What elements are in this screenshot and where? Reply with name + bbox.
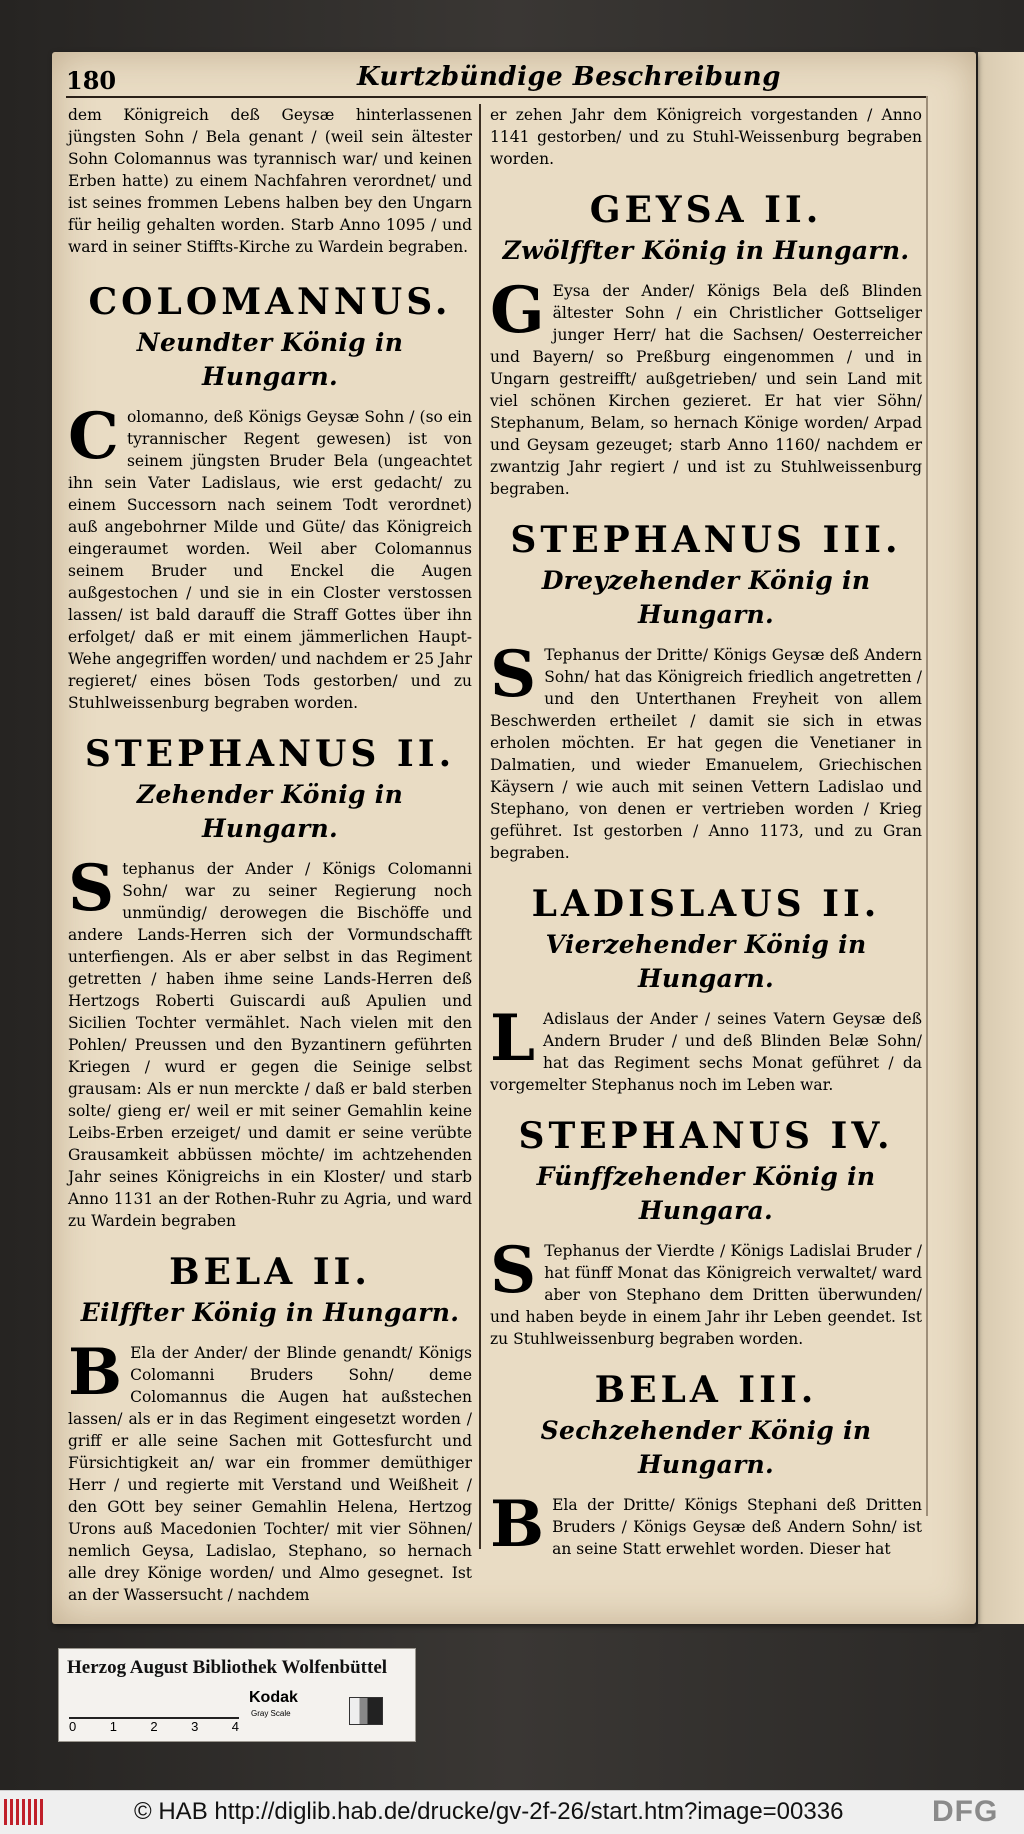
section-text-bela-3 (490, 1487, 922, 1562)
section-text-stephanus-4 (490, 1233, 922, 1350)
scale-ticks (69, 1719, 239, 1734)
section-body: Tephanus der Dritte/ Königs Geysæ deß Andern Sohn/ hat das Königreich friedlich angetretten / und den Unterthanen Freyheit von allem Beschwerden ertheilet / damit sie sich in etwas erholen möchten. Er hat gegen die Venetianer in Dalmatien, und wieder Emanuelem, Griechischen Käysern / wie auch mit seinen Vettern Ladislao und Stephano, von denen er vertrieben worden / Krieg geführet. Ist gestorben / Anno 1173, und zu Gran begraben. (490, 646, 922, 862)
drop-cap: C (68, 399, 119, 474)
section-body: Ela der Ander/ der Blinde genandt/ Königs Colomanni Bruders Sohn/ deme Colomannus die Augen hat außstechen lassen/ als er in das Regiment eingesetzt worden / griff er alle seine Sachen mit Gottesfurcht und Fürsichtigkeit an/ war ein frommer demüthiger Herr / und regierte mit Verstand und Weißheit / den GOtt bey seiner Gemahlin Helena, Hertzog Urons auß Macedonien Tochter/ mit vier Söhnen/ nemlich Geysa, Ladislao, Stephano, so hernach alle drey Könige worden/ und Almo gesegnet. Ist an der Wassersucht / nachdem (68, 1344, 472, 1604)
viewer-footer (0, 1790, 1024, 1834)
drop-cap: G (490, 273, 545, 348)
section-text-stephanus-3 (490, 637, 922, 864)
section-body: Eysa der Ander/ Königs Bela deß Blinden ältester Sohn / ein Christlicher Gottseliger junger Herr/ hat die Sachsen/ Oesterreicher und Bayern/ so Preßburg eingenommen / und in Ungarn gestreifft/ außgetrieben/ und sein Land mit viel schönen Kirchen gezieret. Er hat vier Söhn/ Stephanum, Belam, so hernach Könige worden/ Arpad und Geysam gezeuget; starb Anno 1160/ nachdem er zwantzig Jahr regiert / und ist zu Stuhlweissenburg begraben. (490, 282, 922, 498)
scale-tick: 1 (109, 1719, 117, 1734)
section-rank-stephanus-2: Zehender König in Hungarn. (136, 780, 404, 843)
section-rank-colomannus: Neundter König in Hungarn. (136, 328, 404, 391)
drop-cap: S (490, 637, 537, 712)
drop-cap: S (490, 1233, 537, 1308)
section-body: Ela der Dritte/ Königs Stephani deß Dritten Bruders / Königs Geysæ deß Andern Sohn/ ist an seine Statt erwehlet worden. Dieser hat (552, 1496, 922, 1558)
section-body: olomanno, deß Königs Geysæ Sohn / (so ein tyrannischer Regent gewesen) ist von seinem jüngsten Bruder Bela (ungeachtet ihn sein Vater Ladislaus, wie erst gedacht/ zu einem Successorn nach seinem Todt verordnet) auß angebohrner Milde und Güte/ das Königreich eingeraumet worden. Weil aber Colomannus seinem Bruder und Enckel die Augen außgestochen / und sie in ein Closter verstossen lassen/ ist bald darauff die Straff Gottes über ihn erfolget/ daß er mit einem jämmerlichen Haupt-Wehe angegriffen worden/ und nachdem er 25 Jahr regieret/ eines bösen Tods gestorben/ und zu Stuhlweissenburg begraben worden. (68, 408, 472, 712)
section-body: Adislaus der Ander / seines Vatern Geysæ deß Andern Bruder / und deß Blinden Belæ Sohn/ hat das Regiment sechs Monat geführet / da vorgemelter Stephanus noch im Leben war. (490, 1010, 922, 1094)
section-name-geysa-2: GEYSA II. (589, 189, 823, 231)
section-rank-ladislaus-2: Vierzehender König in Hungarn. (545, 930, 867, 993)
drop-cap: L (490, 1001, 535, 1076)
running-title: Kurtzbündige Beschreibung (357, 62, 781, 92)
scale-bar (69, 1693, 239, 1719)
dfg-logo: DFG (932, 1795, 999, 1828)
scale-tick: 4 (231, 1719, 239, 1734)
gray-swatch (349, 1697, 383, 1725)
section-name-colomannus: COLOMANNUS. (88, 281, 452, 323)
column-divider (479, 104, 481, 1549)
gray-scale-card (58, 1648, 416, 1742)
scale-tick: 3 (191, 1719, 199, 1734)
section-name-stephanus-4: STEPHANUS IV. (518, 1115, 894, 1157)
kodak-logo: Kodak (249, 1689, 298, 1706)
drop-cap: B (490, 1487, 545, 1562)
section-name-stephanus-3: STEPHANUS III. (510, 519, 902, 561)
section-text-colomannus (68, 399, 472, 714)
section-rank-bela-3: Sechzehender König in Hungarn. (540, 1416, 872, 1479)
section-name-bela-3: BELA III. (594, 1369, 818, 1411)
page-number: 180 (66, 66, 117, 95)
scale-tick: 2 (150, 1719, 158, 1734)
section-name-stephanus-2: STEPHANUS II. (84, 733, 456, 775)
section-name-ladislaus-2: LADISLAUS II. (531, 883, 881, 925)
section-rank-bela-2: Eilffter König in Hungarn. (80, 1298, 460, 1327)
section-text-stephanus-2 (68, 851, 472, 1232)
next-page-edge (978, 52, 1024, 1624)
section-name-bela-2: BELA II. (169, 1251, 371, 1293)
source-link[interactable]: © HAB http://diglib.hab.de/drucke/gv-2f-26/start.htm?image=00336 (134, 1798, 844, 1825)
scale-tick: 0 (69, 1719, 77, 1734)
section-rank-stephanus-4: Fünffzehender König in Hungara. (536, 1162, 876, 1225)
header-rule (66, 96, 926, 98)
section-text-ladislaus-2 (490, 1001, 922, 1096)
section-body: Tephanus der Vierdte / Königs Ladislai Bruder / hat fünff Monat das Königreich verwaltet/ ward aber von Stephano dem Dritten überwunden/ und haben beyde in einem Jahr ihr Leben geendet. Ist zu Stuhlweissenburg begraben worden. (490, 1242, 922, 1348)
drop-cap: S (68, 851, 115, 926)
library-label: Herzog August Bibliothek Wolfenbüttel (67, 1657, 388, 1678)
section-rank-stephanus-3: Dreyzehender König in Hungarn. (541, 566, 871, 629)
section-text-geysa-2 (490, 273, 922, 500)
section-text-bela-2 (68, 1335, 472, 1606)
gray-scale-label: Gray Scale (251, 1709, 291, 1718)
section-rank-geysa-2: Zwölffter König in Hungarn. (502, 236, 910, 265)
hab-logo-icon (4, 1799, 46, 1825)
left-intro-text: dem Königreich deß Geysæ hinterlassenen jüngsten Sohn / Bela genant / (weil sein ältester Sohn Colomannus was tyrannisch war/ und keinen Erben hatte) zu einem Nachfahren verordnet/ und ist seines frommen Lebens halben bey den Ungarn für heilig gehalten worden. Starb Anno 1095 / und ward in seiner Stiffts-Kirche zu Wardein begraben. (68, 106, 472, 256)
right-margin-rule (926, 96, 928, 1516)
left-column (68, 104, 472, 1606)
drop-cap: B (68, 1335, 123, 1410)
section-body: tephanus der Ander / Königs Colomanni Sohn/ war zu seiner Regierung noch unmündig/ derowegen die Bischöffe und andere Lands-Herren sich der Vormundschafft unterfiengen. Als er aber selbst in das Regiment getretten / haben ihme seine Lands-Herren deß Hertzogs Roberti Guiscardi auß Apulien und Sicilien Tochter vermählet. Nach vielen mit den Pohlen/ Preussen und den Byzantinern geführten Kriegen / wurd er gegen die Seinige selbst grausam: Als er nun merckte / daß er bald sterben solte/ gieng er/ weil er mit seiner Gemahlin keine Leibs-Erben erzeiget/ und damit er seine verübte Grausamkeit abbüssen möchte/ im achtzehenden Jahr seines Königreichs in ein Kloster/ und starb Anno 1131 an der Rothen-Ruhr zu Agria, und ward zu Wardein begraben (68, 860, 472, 1230)
right-intro-text: er zehen Jahr dem Königreich vorgestanden / Anno 1141 gestorben/ und zu Stuhl-Weissenburg begraben worden. (490, 106, 922, 168)
right-column (490, 104, 922, 1560)
